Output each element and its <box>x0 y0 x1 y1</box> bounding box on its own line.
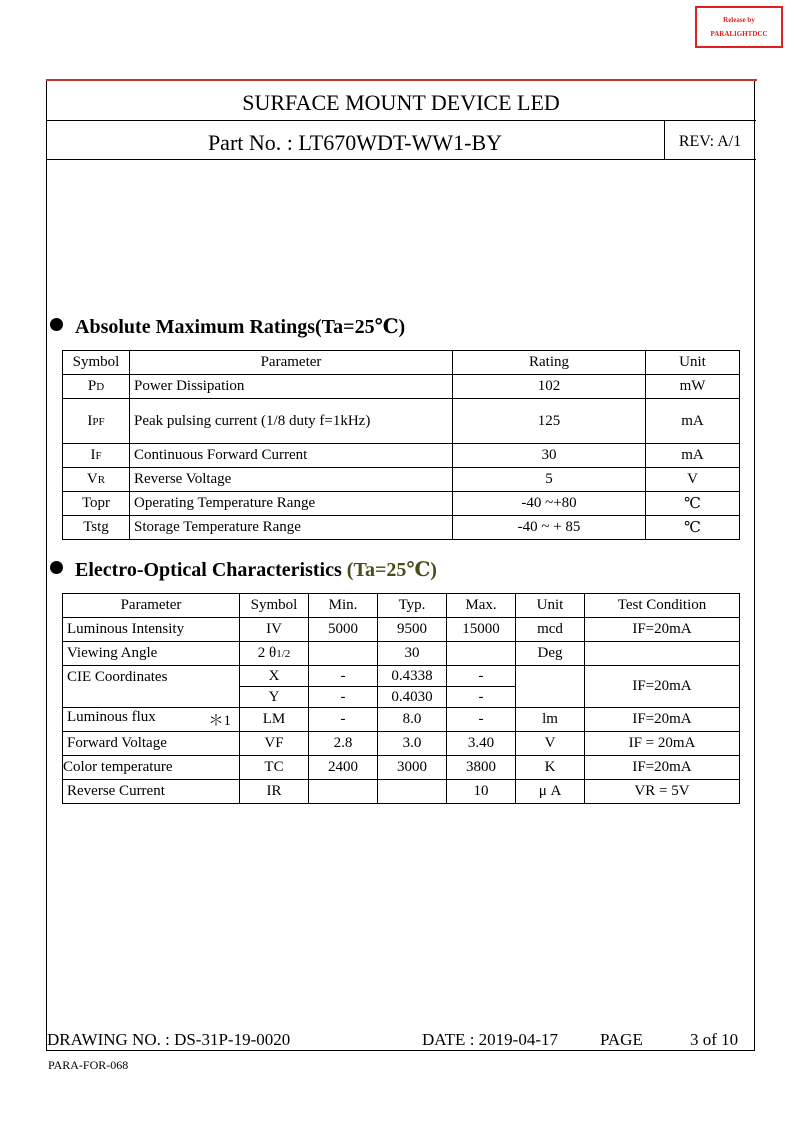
col-header: Max. <box>447 594 516 618</box>
parameter-cell: Luminous Intensity <box>63 618 240 642</box>
condition-cell: VR = 5V <box>585 780 740 804</box>
table-row <box>63 468 740 492</box>
part-number: Part No. : LT670WDT-WW1-BY <box>207 130 503 155</box>
electro-optical-table <box>62 593 740 804</box>
part-number-row <box>46 121 756 160</box>
col-header: Symbol <box>240 594 309 618</box>
stamp-line2: PARALIGHTDCC <box>710 30 768 38</box>
table-row <box>63 399 740 444</box>
page-number: 3 of 10 <box>690 1030 739 1049</box>
unit-cell: ℃ <box>646 516 740 540</box>
table-row <box>63 618 740 642</box>
unit-cell: V <box>646 468 740 492</box>
typ-cell: 9500 <box>378 618 447 642</box>
symbol-cell: VF <box>240 732 309 756</box>
electro-optical-heading-condition: (Ta=25℃) <box>346 559 437 581</box>
symbol-cell: Topr <box>63 492 130 516</box>
condition-cell: IF = 20mA <box>585 732 740 756</box>
symbol-cell: IF <box>63 444 130 468</box>
abs-max-table <box>62 350 740 540</box>
parameter-cell: Storage Temperature Range <box>130 516 453 540</box>
release-stamp <box>695 6 783 48</box>
max-cell: 3800 <box>447 756 516 780</box>
parameter-cell: CIE Coordinates <box>63 666 240 708</box>
rating-cell: -40 ~+80 <box>453 492 646 516</box>
typ-cell: 3.0 <box>378 732 447 756</box>
stamp-line1: Release by <box>723 16 755 24</box>
table-row <box>63 732 740 756</box>
typ-cell <box>378 780 447 804</box>
unit-cell: lm <box>516 708 585 732</box>
symbol-cell: IPF <box>63 399 130 444</box>
col-header: Parameter <box>63 594 240 618</box>
parameter-cell: Luminous flux ＊1 <box>63 708 240 732</box>
min-cell <box>309 642 378 666</box>
symbol-cell: VR <box>63 468 130 492</box>
condition-cell <box>585 642 740 666</box>
parameter-cell: Continuous Forward Current <box>130 444 453 468</box>
unit-cell: mcd <box>516 618 585 642</box>
symbol-cell: IR <box>240 780 309 804</box>
electro-optical-heading <box>50 557 437 582</box>
unit-cell: mA <box>646 444 740 468</box>
drawing-number: DRAWING NO. : DS-31P-19-0020 <box>47 1030 291 1049</box>
symbol-cell: 2 θ1/2 <box>240 642 309 666</box>
table-row <box>63 666 740 687</box>
symbol-cell: TC <box>240 756 309 780</box>
condition-cell: IF=20mA <box>585 708 740 732</box>
typ-cell: 3000 <box>378 756 447 780</box>
max-cell: - <box>447 666 516 687</box>
typ-cell: 30 <box>378 642 447 666</box>
min-cell: - <box>309 708 378 732</box>
symbol-cell: PD <box>63 375 130 399</box>
unit-cell: ℃ <box>646 492 740 516</box>
symbol-cell: Tstg <box>63 516 130 540</box>
min-cell: 2.8 <box>309 732 378 756</box>
bullet-icon <box>50 561 63 574</box>
col-header: Unit <box>516 594 585 618</box>
col-header: Rating <box>453 351 646 375</box>
table-row <box>63 708 740 732</box>
table-row <box>63 444 740 468</box>
revision: REV: A/1 <box>664 121 755 159</box>
symbol-cell: X <box>240 666 309 687</box>
max-cell: 3.40 <box>447 732 516 756</box>
rating-cell: -40 ~ + 85 <box>453 516 646 540</box>
footnote-marker: ＊1 <box>208 713 231 729</box>
col-header: Parameter <box>130 351 453 375</box>
abs-max-heading <box>50 314 405 339</box>
unit-cell: mW <box>646 375 740 399</box>
typ-cell: 0.4338 <box>378 666 447 687</box>
min-cell: - <box>309 666 378 687</box>
unit-cell: K <box>516 756 585 780</box>
rating-cell: 30 <box>453 444 646 468</box>
max-cell: 15000 <box>447 618 516 642</box>
electro-optical-heading-text: Electro-Optical Characteristics <box>75 559 347 581</box>
unit-cell: μ A <box>516 780 585 804</box>
condition-cell: IF=20mA <box>585 666 740 708</box>
symbol-cell: Y <box>240 687 309 708</box>
parameter-cell: Power Dissipation <box>130 375 453 399</box>
document-title: SURFACE MOUNT DEVICE LED <box>46 82 756 121</box>
table-header-row <box>63 594 740 618</box>
page-label: PAGE <box>600 1030 643 1049</box>
min-cell <box>309 780 378 804</box>
form-number: PARA-FOR-068 <box>48 1058 129 1072</box>
table-row <box>63 375 740 399</box>
col-header: Unit <box>646 351 740 375</box>
document-date: DATE : 2019-04-17 <box>422 1030 558 1049</box>
table-header-row <box>63 351 740 375</box>
min-cell: - <box>309 687 378 708</box>
typ-cell: 8.0 <box>378 708 447 732</box>
unit-cell: mA <box>646 399 740 444</box>
parameter-cell: Reverse Voltage <box>130 468 453 492</box>
col-header: Typ. <box>378 594 447 618</box>
rating-cell: 5 <box>453 468 646 492</box>
unit-cell <box>516 666 585 708</box>
max-cell: - <box>447 687 516 708</box>
table-row <box>63 642 740 666</box>
table-row <box>63 756 740 780</box>
abs-max-heading-text: Absolute Maximum Ratings(Ta=25℃) <box>75 316 406 338</box>
rating-cell: 102 <box>453 375 646 399</box>
table-row <box>63 780 740 804</box>
unit-cell: Deg <box>516 642 585 666</box>
parameter-cell: Peak pulsing current (1/8 duty f=1kHz) <box>130 399 453 444</box>
rating-cell: 125 <box>453 399 646 444</box>
parameter-cell: Reverse Current <box>63 780 240 804</box>
table-row <box>63 516 740 540</box>
table-row <box>63 492 740 516</box>
max-cell <box>447 642 516 666</box>
max-cell: - <box>447 708 516 732</box>
parameter-cell: Viewing Angle <box>63 642 240 666</box>
parameter-cell: Operating Temperature Range <box>130 492 453 516</box>
symbol-cell: IV <box>240 618 309 642</box>
symbol-cell: LM <box>240 708 309 732</box>
parameter-cell: Forward Voltage <box>63 732 240 756</box>
col-header: Symbol <box>63 351 130 375</box>
unit-cell: V <box>516 732 585 756</box>
condition-cell: IF=20mA <box>585 756 740 780</box>
min-cell: 5000 <box>309 618 378 642</box>
parameter-cell: Color temperature <box>63 756 240 780</box>
col-header: Test Condition <box>585 594 740 618</box>
min-cell: 2400 <box>309 756 378 780</box>
bullet-icon <box>50 318 63 331</box>
typ-cell: 0.4030 <box>378 687 447 708</box>
col-header: Min. <box>309 594 378 618</box>
max-cell: 10 <box>447 780 516 804</box>
condition-cell: IF=20mA <box>585 618 740 642</box>
